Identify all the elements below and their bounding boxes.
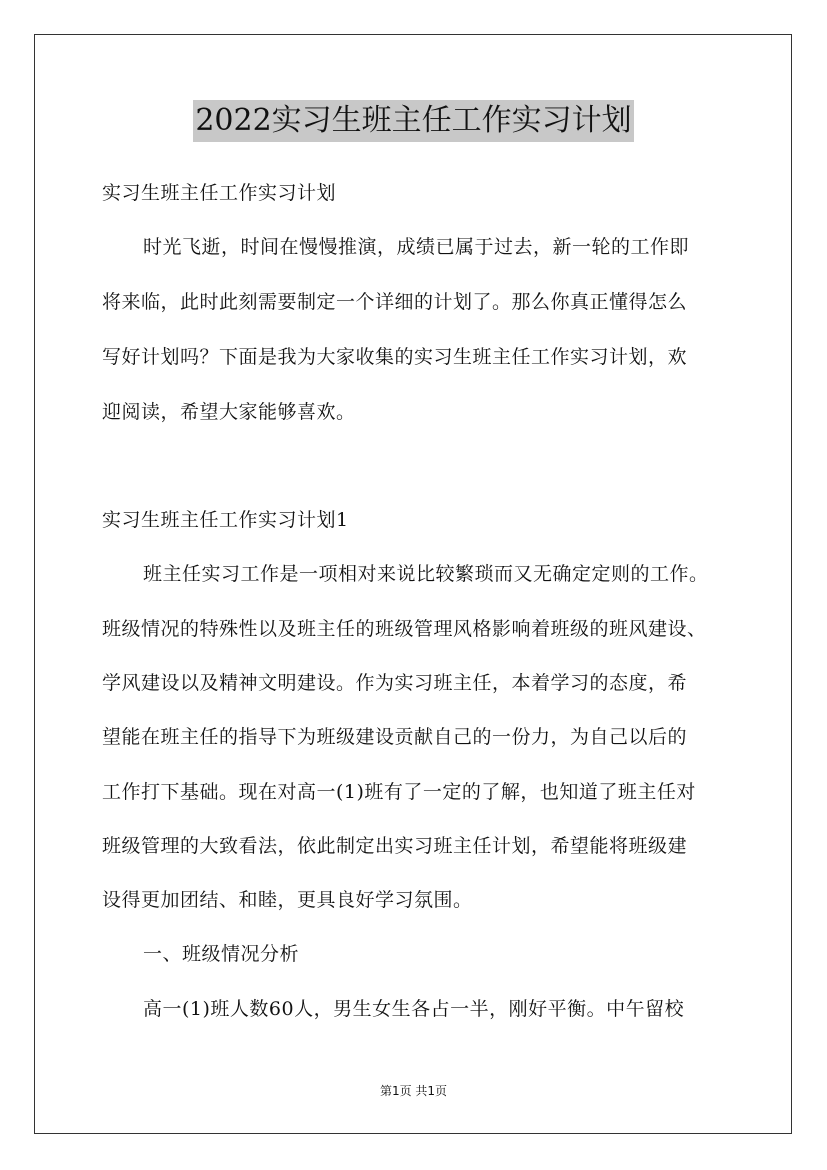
paragraph-line: 工作打下基础。现在对高一(1)班有了一定的了解，也知道了班主任对 xyxy=(102,781,696,803)
subsection-heading: 一、班级情况分析 xyxy=(143,943,300,965)
document-title: 2022实习生班主任工作实习计划 xyxy=(193,100,633,142)
paragraph-line: 班级管理的大致看法，依此制定出实习班主任计划，希望能将班级建 xyxy=(102,835,688,857)
paragraph-line: 将来临，此时此刻需要制定一个详细的计划了。那么你真正懂得怎么 xyxy=(102,291,688,313)
section-heading: 实习生班主任工作实习计划 xyxy=(102,182,337,204)
paragraph-line: 时光飞逝，时间在慢慢推演，成绩已属于过去，新一轮的工作即 xyxy=(143,236,690,258)
paragraph-line: 学风建设以及精神文明建设。作为实习班主任，本着学习的态度，希 xyxy=(102,672,688,694)
paragraph-line: 写好计划吗？下面是我为大家收集的实习生班主任工作实习计划，欢 xyxy=(102,346,688,368)
page-footer: 第1页 共1页 xyxy=(379,1084,448,1098)
paragraph-line: 迎阅读，希望大家能够喜欢。 xyxy=(102,401,356,423)
paragraph-line: 望能在班主任的指导下为班级建设贡献自己的一份力，为自己以后的 xyxy=(102,726,688,748)
paragraph-line: 设得更加团结、和睦，更具良好学习氛围。 xyxy=(102,889,473,911)
paragraph-line: 班级情况的特殊性以及班主任的班级管理风格影响着班级的班风建设、 xyxy=(102,618,707,640)
title-container xyxy=(0,100,827,142)
paragraph-line: 班主任实习工作是一项相对来说比较繁琐而又无确定定则的工作。 xyxy=(143,563,709,585)
paragraph-line: 高一(1)班人数60人，男生女生各占一半，刚好平衡。中午留校 xyxy=(143,998,685,1020)
section-heading: 实习生班主任工作实习计划1 xyxy=(102,509,349,531)
